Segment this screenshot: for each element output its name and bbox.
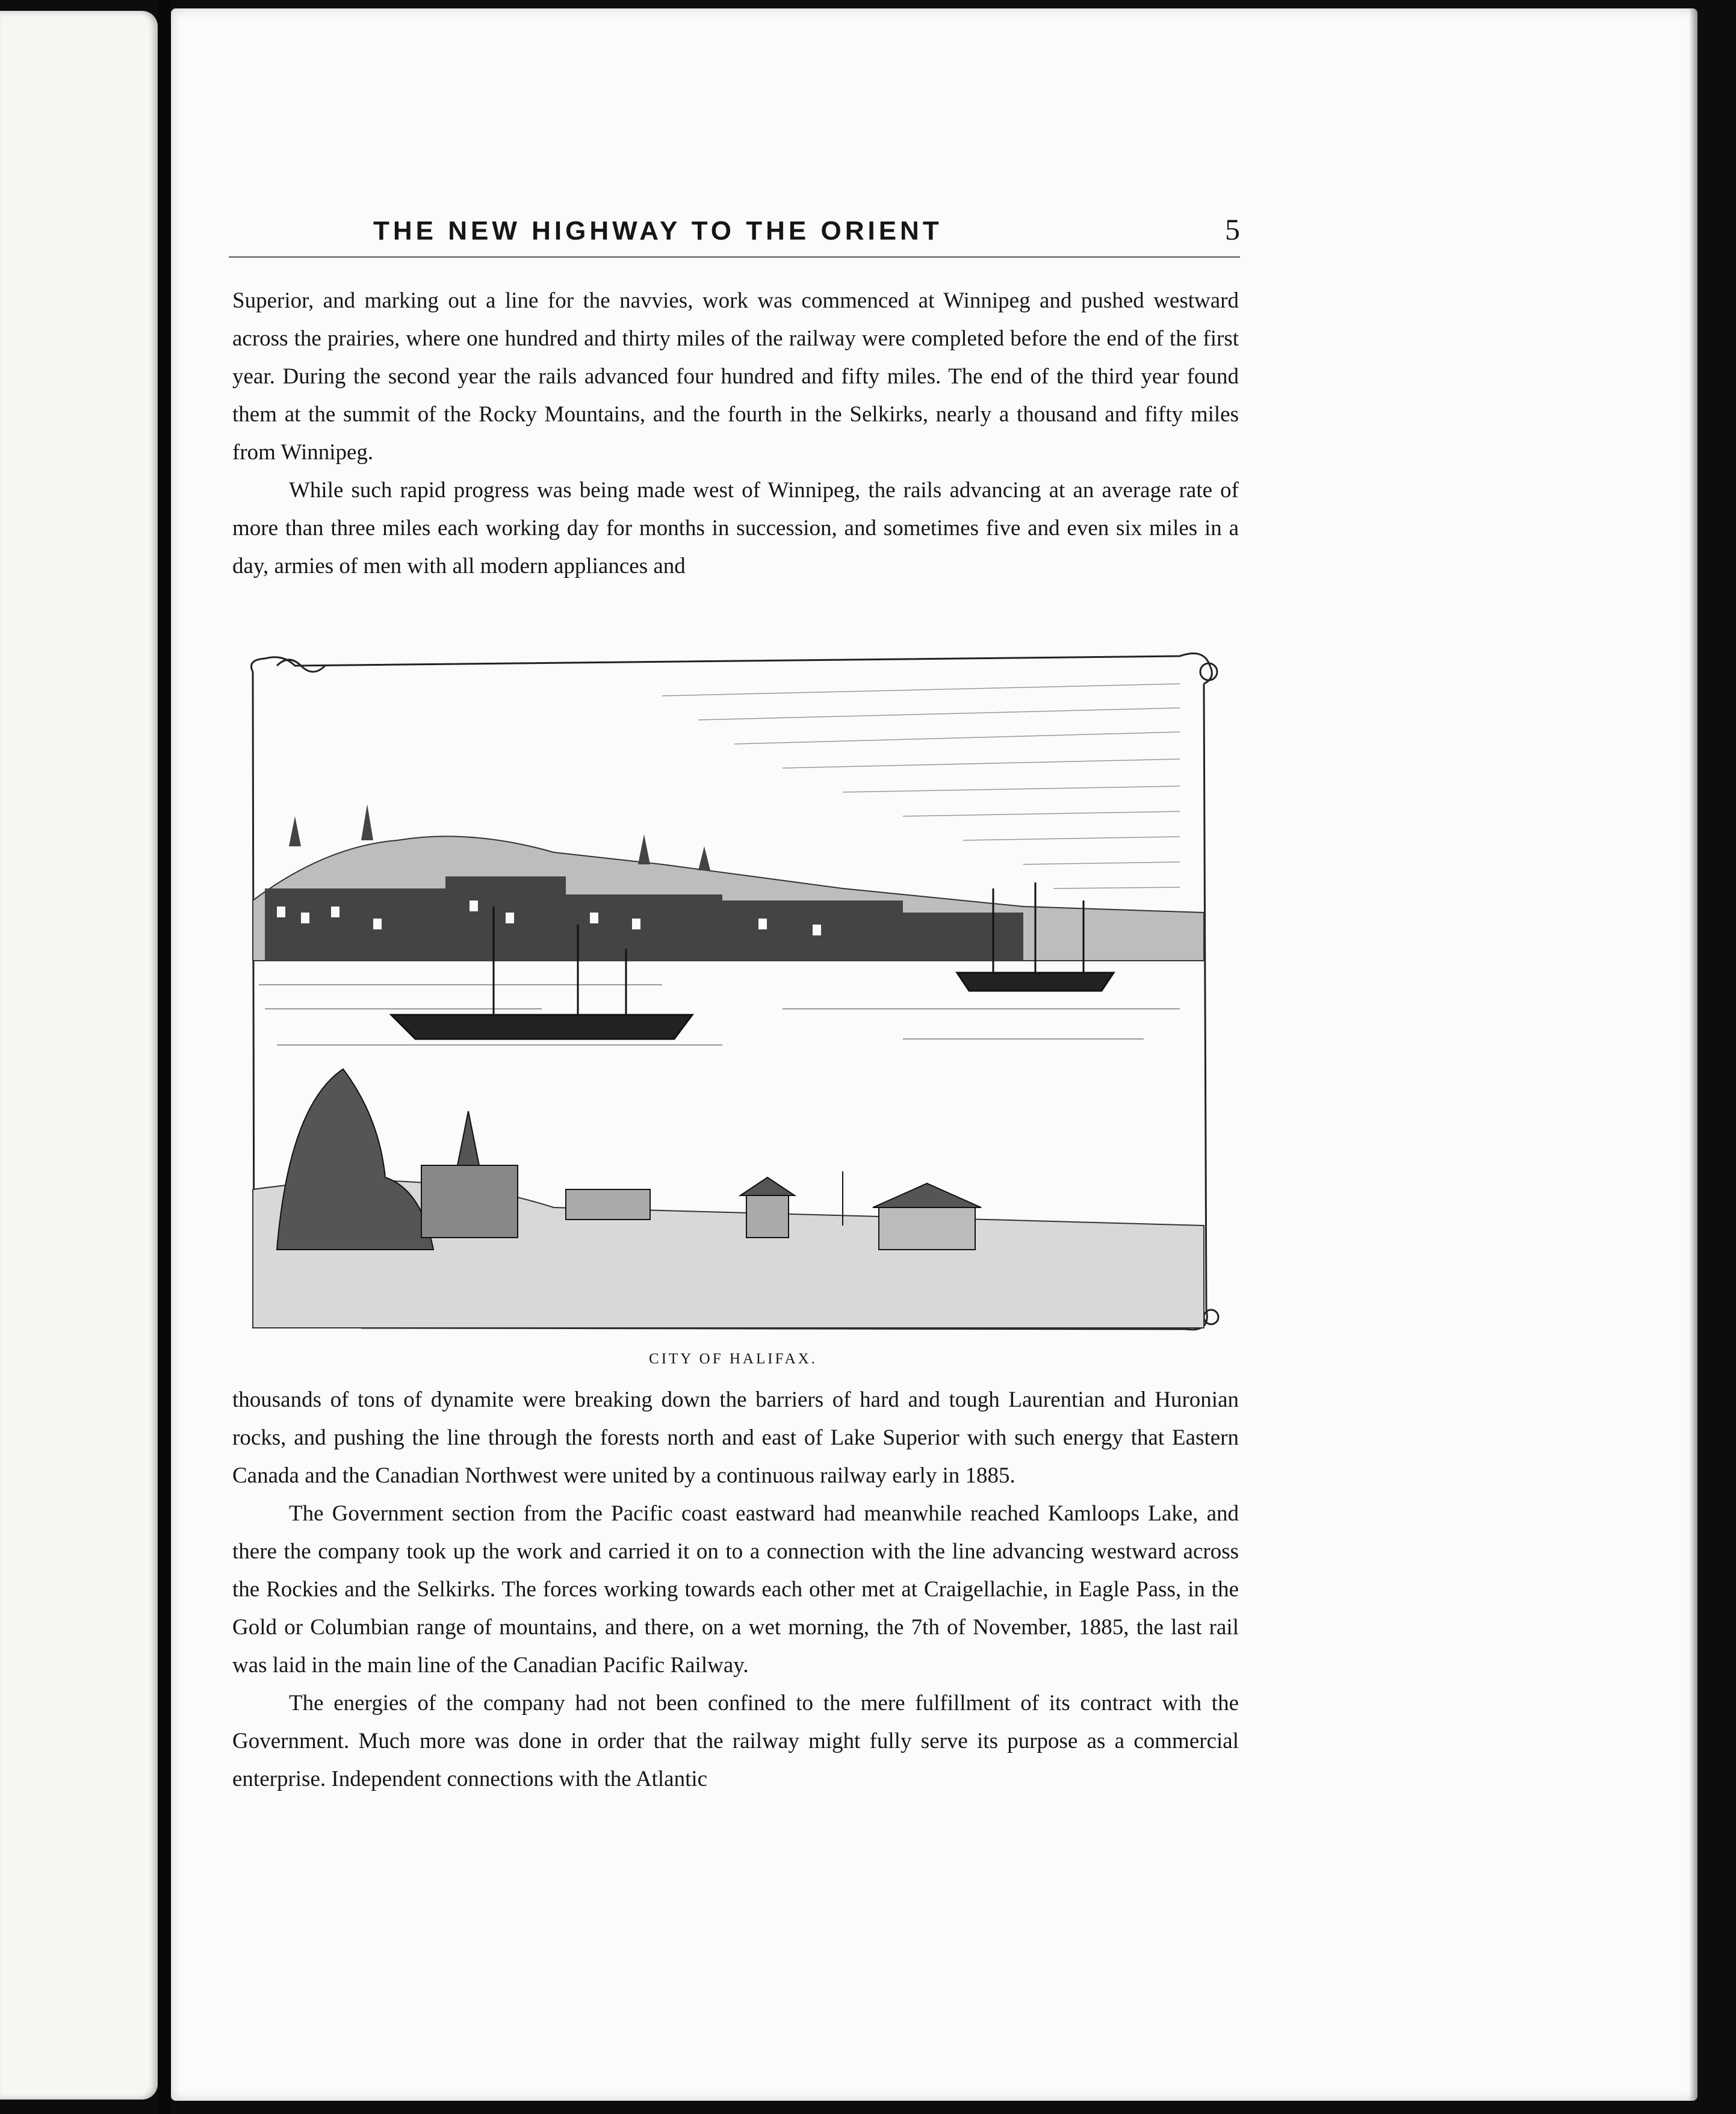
paragraph: While such rapid progress was being made west of Winnipeg, the rails advancing at an average rate of more than three miles each working day for months in succession, and sometimes five and even six miles in a day, armies of men with all modern appliances and — [232, 478, 1239, 578]
page-number: 5 — [1225, 212, 1240, 246]
running-header — [229, 212, 1240, 247]
running-title: THE NEW HIGHWAY TO THE ORIENT — [373, 216, 943, 246]
book-gutter — [158, 0, 171, 2114]
halifax-illustration — [241, 648, 1226, 1339]
engraving-svg — [241, 648, 1226, 1339]
paragraph: Superior, and marking out a line for the navvies, work was commenced at Winnipeg and pushed westward across the prairies, where one hundred and thirty miles of the railway were completed before the end of the first year. During the second year the rails advanced four hundred and fifty miles. The end of the third year found them at the summit of the Rocky Mountains, and the fourth in the Selkirks, nearly a thousand and fifty miles from Winnipeg. — [232, 288, 1239, 465]
figure-caption: CITY OF HALIFAX. — [649, 1351, 817, 1367]
paragraph: The energies of the company had not been confined to the mere fulfillment of its contract with the Government. Much more was done in order that the railway might fully serve its purpose as a commercial enterprise. Independent connections with the Atlantic — [232, 1691, 1239, 1791]
header-rule — [229, 256, 1240, 258]
paragraph: The Government section from the Pacific coast eastward had meanwhile reached Kamloops Lake, and there the company took up the work and carried it on to a connection with the line advancing westward across the Rockies and the Selkirks. The forces working towards each other met at Craigellachie, in Eagle Pass, in the Gold or Columbian range of mountains, and there, on a wet morning, the 7th of November, 1885, the last rail was laid in the main line of the Canadian Pacific Railway. — [232, 1501, 1239, 1678]
paragraph: thousands of tons of dynamite were breaking down the barriers of hard and tough Laurentian and Huronian rocks, and pushing the line through the forests north and east of Lake Superior with such energy that Eastern Canada and the Canadian Northwest were united by a continuous railway early in 1885. — [232, 1387, 1239, 1488]
text-block-bottom — [232, 1381, 1239, 1798]
facing-page-edge — [0, 11, 158, 2100]
text-block-top — [232, 282, 1239, 585]
